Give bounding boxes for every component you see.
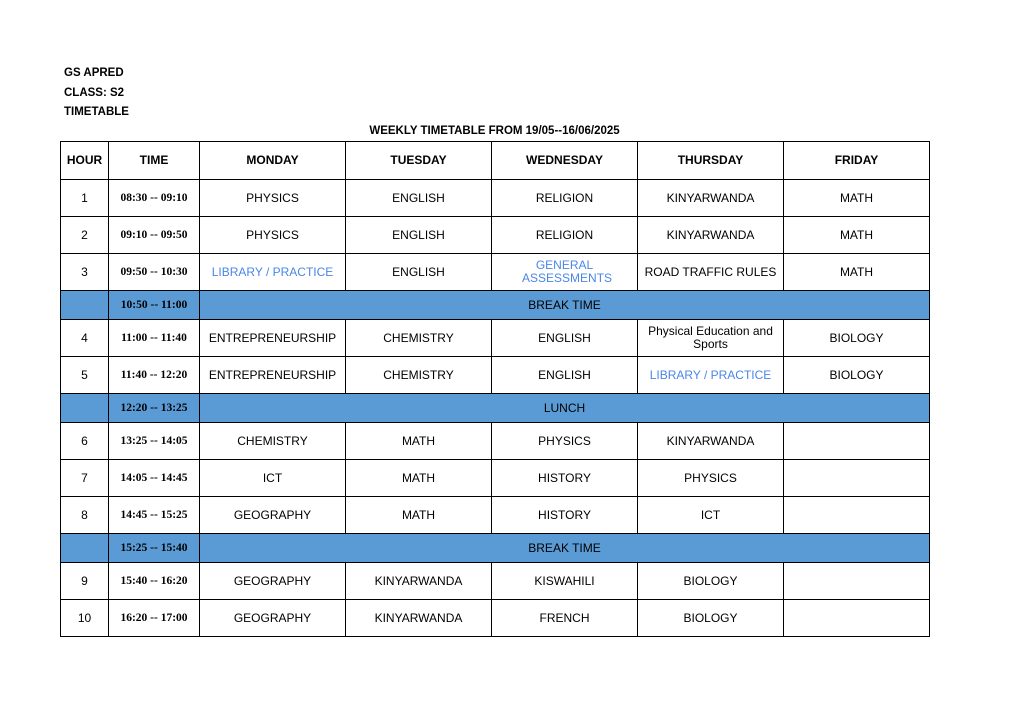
time-cell: 15:25 -- 15:40 [109, 534, 200, 563]
break-label: BREAK TIME [200, 534, 930, 563]
hour-cell [61, 291, 109, 320]
col-header-tuesday: TUESDAY [346, 142, 492, 180]
subject-cell: RELIGION [492, 180, 638, 217]
hour-cell: 1 [61, 180, 109, 217]
class-label: CLASS: S2 [64, 87, 125, 99]
col-header-monday: MONDAY [200, 142, 346, 180]
subject-cell: RELIGION [492, 217, 638, 254]
subject-cell: ENGLISH [346, 254, 492, 291]
table-row [61, 460, 930, 497]
subject-cell: MATH [784, 217, 930, 254]
subject-cell: MATH [346, 497, 492, 534]
subject-cell: FRENCH [492, 600, 638, 637]
hour-cell: 3 [61, 254, 109, 291]
hour-cell: 7 [61, 460, 109, 497]
time-cell: 12:20 -- 13:25 [109, 394, 200, 423]
header-row [61, 142, 930, 180]
subject-cell: GEOGRAPHY [200, 497, 346, 534]
hour-cell [61, 394, 109, 423]
subject-cell: MATH [346, 423, 492, 460]
col-header-thursday: THURSDAY [638, 142, 784, 180]
time-cell: 09:10 -- 09:50 [109, 217, 200, 254]
time-cell: 16:20 -- 17:00 [109, 600, 200, 637]
subject-cell: ICT [200, 460, 346, 497]
hour-cell: 6 [61, 423, 109, 460]
subject-cell: PHYSICS [200, 180, 346, 217]
time-cell: 13:25 -- 14:05 [109, 423, 200, 460]
hour-cell: 5 [61, 357, 109, 394]
break-label: BREAK TIME [200, 291, 930, 320]
col-header-wednesday: WEDNESDAY [492, 142, 638, 180]
subject-cell: MATH [784, 254, 930, 291]
subject-cell-highlighted: LIBRARY / PRACTICE [200, 254, 346, 291]
school-name: GS APRED [64, 67, 124, 79]
subject-cell: CHEMISTRY [346, 357, 492, 394]
table-row [61, 497, 930, 534]
subject-cell: KISWAHILI [492, 563, 638, 600]
time-cell: 15:40 -- 16:20 [109, 563, 200, 600]
time-cell: 09:50 -- 10:30 [109, 254, 200, 291]
subject-cell: KINYARWANDA [638, 180, 784, 217]
table-row [61, 320, 930, 357]
subject-cell: PHYSICS [638, 460, 784, 497]
subject-cell: GEOGRAPHY [200, 600, 346, 637]
document-title: TIMETABLE [64, 106, 129, 118]
subject-cell [784, 600, 930, 637]
subject-cell: KINYARWANDA [346, 600, 492, 637]
subject-cell: MATH [784, 180, 930, 217]
subject-cell: ENTREPRENEURSHIP [200, 320, 346, 357]
subject-cell [784, 563, 930, 600]
subject-cell: ICT [638, 497, 784, 534]
subject-cell: KINYARWANDA [638, 217, 784, 254]
hour-cell: 10 [61, 600, 109, 637]
subject-cell [784, 460, 930, 497]
time-cell: 10:50 -- 11:00 [109, 291, 200, 320]
table-title: WEEKLY TIMETABLE FROM 19/05--16/06/2025 [369, 125, 620, 137]
break-label: LUNCH [200, 394, 930, 423]
col-header-time: TIME [109, 142, 200, 180]
subject-cell [784, 423, 930, 460]
subject-cell: GEOGRAPHY [200, 563, 346, 600]
subject-cell: ENGLISH [492, 320, 638, 357]
time-cell: 11:00 -- 11:40 [109, 320, 200, 357]
break-row [61, 394, 930, 423]
table-row [61, 217, 930, 254]
subject-cell: BIOLOGY [638, 600, 784, 637]
table-row [61, 563, 930, 600]
subject-cell: HISTORY [492, 497, 638, 534]
subject-cell: BIOLOGY [784, 320, 930, 357]
time-cell: 08:30 -- 09:10 [109, 180, 200, 217]
subject-cell: ENGLISH [346, 180, 492, 217]
subject-cell: MATH [346, 460, 492, 497]
subject-cell [784, 497, 930, 534]
hour-cell: 2 [61, 217, 109, 254]
time-cell: 14:05 -- 14:45 [109, 460, 200, 497]
subject-cell: BIOLOGY [784, 357, 930, 394]
subject-cell: KINYARWANDA [638, 423, 784, 460]
subject-cell: ENGLISH [346, 217, 492, 254]
break-row [61, 534, 930, 563]
subject-cell: KINYARWANDA [346, 563, 492, 600]
table-row [61, 600, 930, 637]
table-row [61, 423, 930, 460]
table-row [61, 180, 930, 217]
hour-cell: 8 [61, 497, 109, 534]
hour-cell [61, 534, 109, 563]
subject-cell: CHEMISTRY [200, 423, 346, 460]
subject-cell: ENGLISH [492, 357, 638, 394]
table-row [61, 357, 930, 394]
subject-cell: ROAD TRAFFIC RULES [638, 254, 784, 291]
subject-cell-highlighted: GENERAL ASSESSMENTS [492, 254, 638, 291]
time-cell: 11:40 -- 12:20 [109, 357, 200, 394]
break-row [61, 291, 930, 320]
hour-cell: 4 [61, 320, 109, 357]
col-header-friday: FRIDAY [784, 142, 930, 180]
subject-cell: PHYSICS [492, 423, 638, 460]
subject-cell: CHEMISTRY [346, 320, 492, 357]
subject-cell: HISTORY [492, 460, 638, 497]
timetable [60, 141, 930, 637]
subject-cell: BIOLOGY [638, 563, 784, 600]
subject-cell: ENTREPRENEURSHIP [200, 357, 346, 394]
col-header-hour: HOUR [61, 142, 109, 180]
subject-cell-highlighted: LIBRARY / PRACTICE [638, 357, 784, 394]
hour-cell: 9 [61, 563, 109, 600]
subject-cell: Physical Education and Sports [638, 320, 784, 357]
table-row [61, 254, 930, 291]
subject-cell: PHYSICS [200, 217, 346, 254]
time-cell: 14:45 -- 15:25 [109, 497, 200, 534]
